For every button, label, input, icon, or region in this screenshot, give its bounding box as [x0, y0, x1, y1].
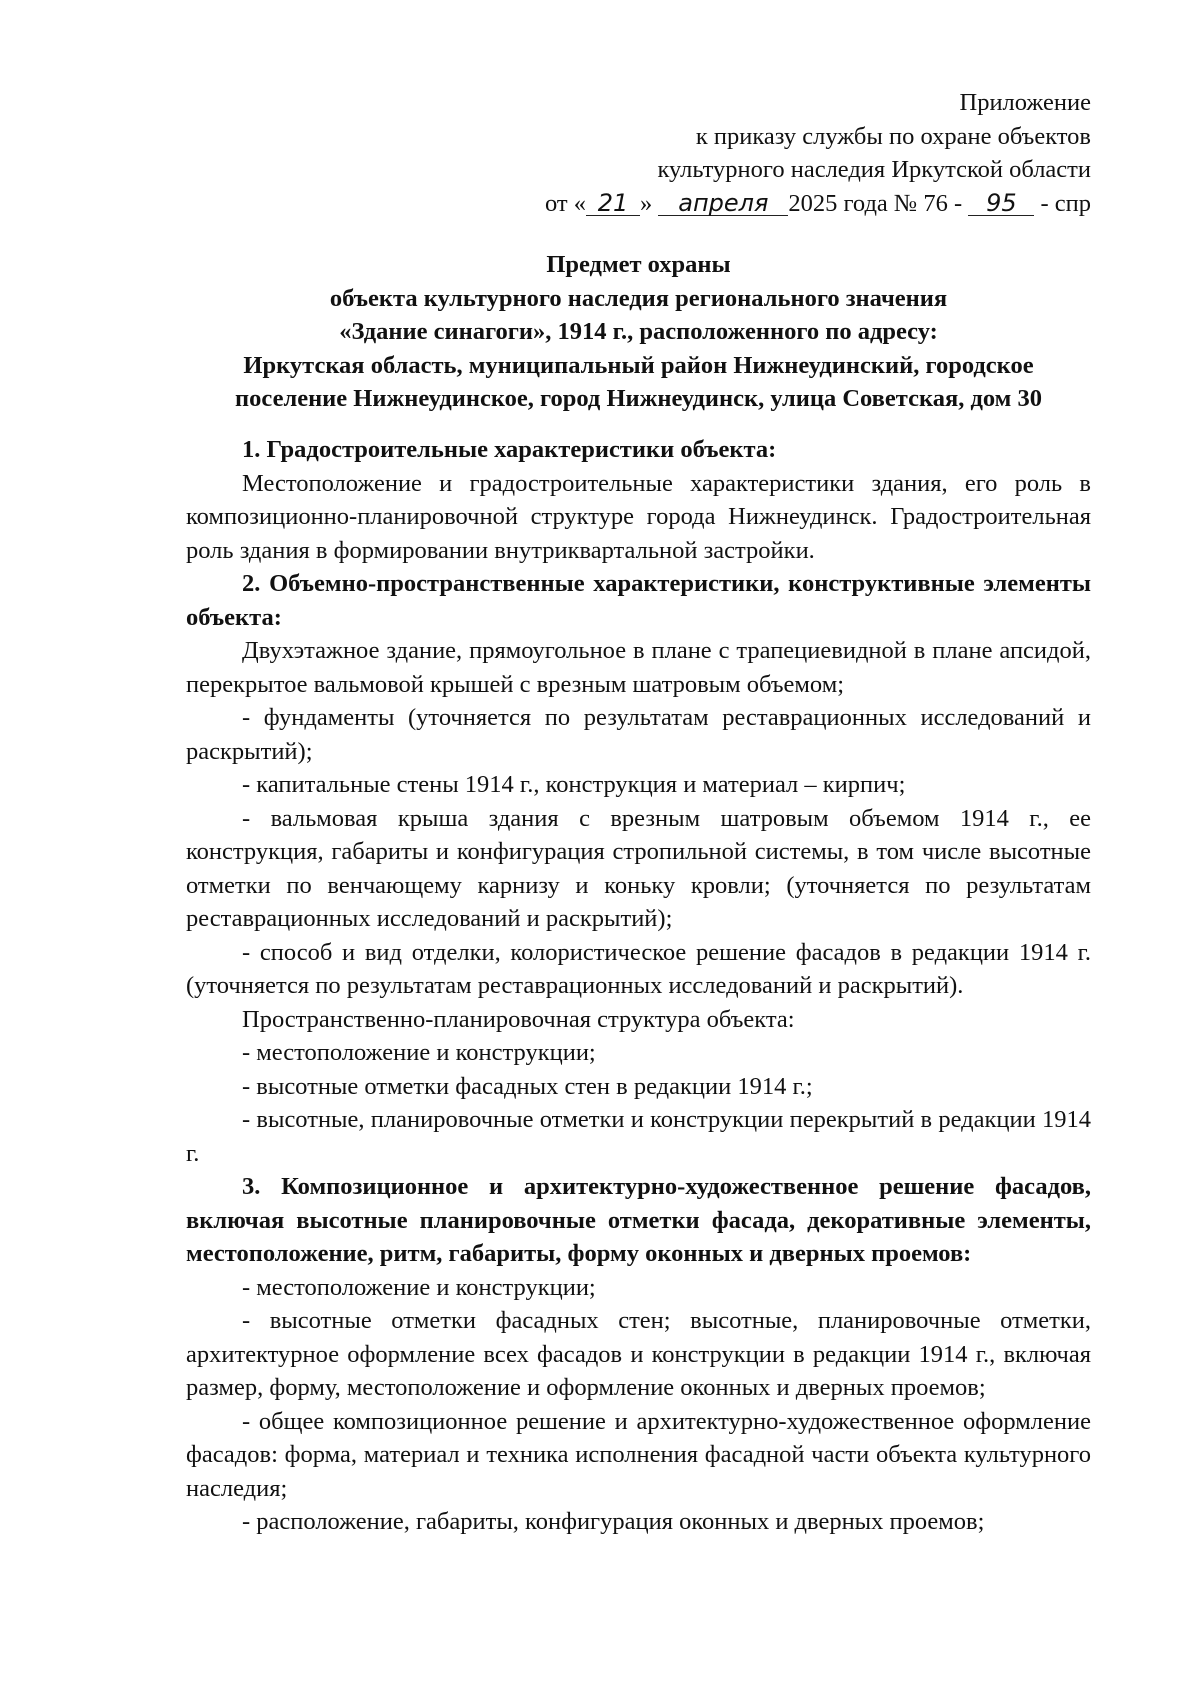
section-3-heading: 3. Композиционное и архитектурно-художественное решение фасадов, включая высотные планировочные отметки фасада, декоративные элементы, местоположение, ритм, габариты, форму оконных и дверных проемов: [186, 1173, 1091, 1267]
document-title [186, 248, 1091, 416]
section-1-paragraph: Местоположение и градостроительные характеристики здания, его роль в композиционно-планировочной структуре города Нижнеудинск. Градостроительная роль здания в формировании внутриквартальной застройки. [186, 469, 1091, 564]
section-2-item-foundations: - фундаменты (уточняется по результатам реставрационных исследований и раскрытий); [186, 704, 1091, 765]
section-2-heading: 2. Объемно-пространственные характеристики, конструктивные элементы объекта: [186, 570, 1091, 631]
section-3-item-location: - местоположение и конструкции; [242, 1273, 596, 1301]
section-2-item-roof: - вальмовая крыша здания с врезным шатровым объемом 1914 г., ее конструкция, габариты и конфигурация стропильной системы, в том числе высотные отметки по венчающему карнизу и коньку кровли; (уточняется по результатам реставрационных исследований и раскрытий); [186, 804, 1091, 932]
section-2-item-floors: - высотные, планировочные отметки и конструкции перекрытий в редакции 1914 г. [186, 1106, 1091, 1167]
date-mid: » [639, 189, 653, 217]
handwritten-day: 21 [586, 191, 640, 216]
title-line-1: Предмет охраны [546, 251, 731, 278]
section-3-item-facades: - высотные отметки фасадных стен; высотные, планировочные отметки, архитектурное оформление всех фасадов и конструкции в редакции 1914 г., включая размер, форму, местоположение и оформление оконных и дверных проемов; [186, 1307, 1091, 1401]
date-year-text: 2025 года № 76 - [788, 189, 963, 217]
appendix-agency: культурного наследия Иркутской области [657, 156, 1091, 183]
title-line-3: «Здание синагоги», 1914 г., расположенного по адресу: [339, 318, 938, 345]
section-3-item-openings: - расположение, габариты, конфигурация оконных и дверных проемов; [242, 1508, 985, 1535]
title-line-2: объекта культурного наследия регионального значения [329, 284, 948, 312]
section-2-item-finish: - способ и вид отделки, колористическое решение фасадов в редакции 1914 г. (уточняется по результатам реставрационных исследований и раскрытий). [186, 938, 1091, 999]
date-prefix: от « [544, 189, 586, 217]
section-1-heading: 1. Градостроительные характеристики объекта: [242, 436, 777, 463]
section-2-item-location: - местоположение и конструкции; [242, 1039, 596, 1066]
section-2-structure-heading: Пространственно-планировочная структура объекта: [242, 1005, 795, 1033]
title-line-4: Иркутская область, муниципальный район Нижнеудинский, городское [243, 351, 1034, 379]
appendix-title: Приложение [959, 89, 1091, 116]
section-3-item-composition: - общее композиционное решение и архитектурно-художественное оформление фасадов: форма, материал и техника исполнения фасадной части объекта культурного наследия; [186, 1407, 1091, 1502]
appendix-order-ref: к приказу службы по охране объектов [695, 122, 1091, 150]
section-2-item-wall-heights: - высотные отметки фасадных стен в редакции 1914 г.; [242, 1072, 813, 1100]
section-2-item-walls: - капитальные стены 1914 г., конструкция и материал – кирпич; [242, 771, 906, 798]
handwritten-month: апреля [658, 191, 788, 216]
appendix-header [186, 86, 1091, 220]
section-2-paragraph-1: Двухэтажное здание, прямоугольное в плане с трапециевидной в плане апсидой, перекрытое вальмовой крышей с врезным шатровым объемом; [186, 637, 1091, 698]
title-line-5: поселение Нижнеудинское, город Нижнеудинск, улица Советская, дом 30 [235, 385, 1042, 412]
appendix-date-line [186, 187, 1091, 221]
document-body [186, 433, 1091, 1539]
handwritten-order-number: 95 [968, 191, 1034, 216]
order-suffix: - спр [1040, 189, 1091, 217]
